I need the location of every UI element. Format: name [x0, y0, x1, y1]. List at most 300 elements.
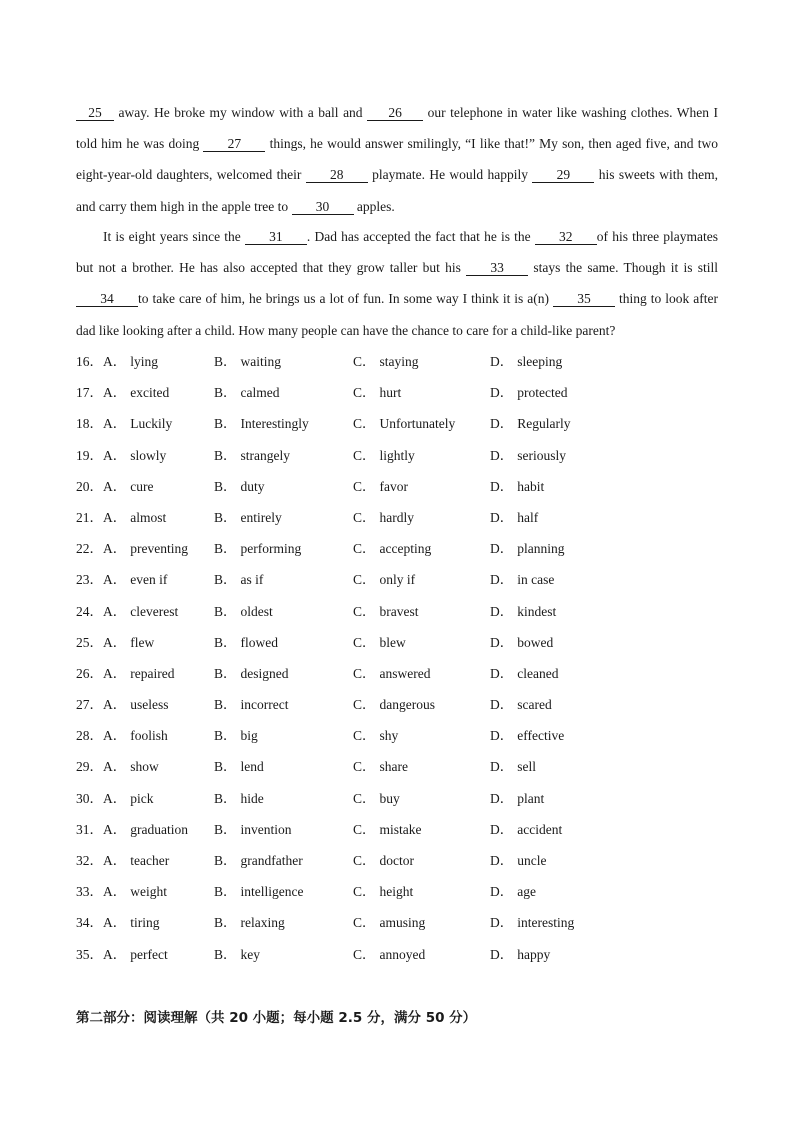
- option-text: Unfortunately: [379, 416, 456, 432]
- option-c[interactable]: [353, 939, 425, 970]
- blank-28: 28: [306, 167, 368, 183]
- blank-26: 26: [367, 105, 423, 121]
- option-text: kindest: [517, 603, 557, 619]
- question-row: [76, 783, 736, 814]
- option-letter: C．: [353, 884, 376, 900]
- option-text: share: [379, 759, 408, 775]
- option-letter: B．: [214, 697, 237, 713]
- option-text: hurt: [379, 385, 402, 401]
- option-text: excited: [130, 385, 170, 401]
- option-letter: C．: [353, 915, 376, 931]
- passage-paragraph-1: [76, 97, 718, 222]
- question-number: 18．: [76, 416, 103, 432]
- option-d[interactable]: [490, 876, 536, 907]
- option-text: almost: [130, 509, 167, 525]
- option-letter: A．: [103, 884, 127, 900]
- option-letter: A．: [103, 728, 127, 744]
- option-letter: C．: [353, 447, 376, 463]
- question-number: 28．: [76, 728, 103, 744]
- option-c[interactable]: [353, 689, 435, 720]
- question-row: [76, 533, 736, 564]
- option-text: show: [130, 759, 159, 775]
- blank-33: 33: [466, 260, 528, 276]
- passage-text: thing to look after dad like looking after a child. How many people can have the chance to care for a child-like parent?: [76, 291, 719, 338]
- option-letter: A．: [103, 759, 127, 775]
- question-row: [76, 408, 736, 439]
- option-letter: C．: [353, 385, 376, 401]
- option-letter: A．: [103, 572, 127, 588]
- option-letter: A．: [103, 665, 127, 681]
- option-a[interactable]: [76, 720, 168, 751]
- option-letter: A．: [103, 385, 127, 401]
- option-letter: A．: [103, 790, 127, 806]
- option-text: hide: [240, 790, 264, 806]
- option-letter: D．: [490, 478, 514, 494]
- option-text: amusing: [379, 915, 426, 931]
- question-row: [76, 720, 736, 751]
- option-letter: D．: [490, 634, 514, 650]
- option-d[interactable]: [490, 502, 538, 533]
- question-row: [76, 907, 736, 938]
- option-a[interactable]: [76, 845, 169, 876]
- option-letter: C．: [353, 821, 376, 837]
- blank-31: 31: [245, 229, 307, 245]
- option-text: perfect: [130, 946, 168, 962]
- option-letter: D．: [490, 665, 514, 681]
- blank-27: 27: [203, 136, 265, 152]
- option-text: entirely: [240, 509, 282, 525]
- blank-29: 29: [532, 167, 594, 183]
- answer-options-list: [76, 346, 736, 970]
- option-text: shy: [379, 728, 399, 744]
- option-d[interactable]: [490, 346, 562, 377]
- option-text: big: [240, 728, 258, 744]
- option-text: graduation: [130, 821, 188, 837]
- passage-text: his sweets with them, and carry them high in the apple tree to: [76, 167, 718, 214]
- option-letter: D．: [490, 697, 514, 713]
- option-letter: C．: [353, 603, 376, 619]
- option-text: Interestingly: [240, 416, 309, 432]
- option-text: cleaned: [517, 665, 559, 681]
- option-text: lying: [130, 354, 159, 369]
- option-text: only if: [379, 572, 416, 588]
- option-text: invention: [240, 821, 292, 837]
- option-letter: C．: [353, 478, 376, 494]
- option-b[interactable]: [214, 939, 260, 970]
- question-row: [76, 564, 736, 595]
- option-text: foolish: [130, 728, 168, 744]
- option-c[interactable]: [353, 876, 413, 907]
- option-text: teacher: [130, 853, 170, 868]
- option-b[interactable]: [214, 627, 278, 658]
- option-text: pick: [130, 790, 154, 806]
- option-a[interactable]: [76, 814, 188, 845]
- question-row: [76, 346, 736, 377]
- option-text: Regularly: [517, 416, 571, 432]
- option-text: lightly: [379, 447, 415, 463]
- option-c[interactable]: [353, 533, 431, 564]
- option-c[interactable]: [353, 627, 406, 658]
- option-d[interactable]: [490, 907, 574, 938]
- option-b[interactable]: [214, 346, 281, 377]
- option-a[interactable]: [76, 533, 188, 564]
- question-number: 35．: [76, 946, 103, 962]
- option-letter: D．: [490, 946, 514, 962]
- option-text: favor: [379, 478, 408, 494]
- option-text: uncle: [517, 853, 547, 868]
- option-text: happy: [517, 946, 551, 962]
- option-a[interactable]: [76, 783, 154, 814]
- option-letter: C．: [353, 416, 376, 432]
- option-b[interactable]: [214, 845, 303, 876]
- option-letter: C．: [353, 634, 376, 650]
- option-letter: B．: [214, 728, 237, 744]
- option-text: bowed: [517, 634, 554, 650]
- question-number: 19．: [76, 447, 103, 463]
- option-letter: A．: [103, 853, 127, 868]
- option-letter: B．: [214, 759, 237, 775]
- option-text: half: [517, 509, 539, 525]
- option-a[interactable]: [76, 627, 154, 658]
- option-text: seriously: [517, 447, 566, 463]
- option-letter: A．: [103, 634, 127, 650]
- option-letter: D．: [490, 541, 514, 557]
- question-number: 33．: [76, 884, 103, 900]
- option-text: sell: [517, 759, 536, 775]
- option-a[interactable]: [76, 907, 160, 938]
- option-a[interactable]: [76, 876, 167, 907]
- passage-text: playmate. He would happily: [367, 167, 533, 183]
- option-letter: C．: [353, 853, 376, 868]
- option-letter: D．: [490, 603, 514, 619]
- option-d[interactable]: [490, 564, 554, 595]
- option-text: slowly: [130, 447, 167, 463]
- question-number: 17．: [76, 385, 103, 401]
- option-text: in case: [517, 572, 555, 588]
- option-letter: B．: [214, 853, 237, 868]
- option-text: bravest: [379, 603, 419, 619]
- passage-text: It is eight years since the: [103, 229, 245, 244]
- option-text: grandfather: [240, 853, 303, 868]
- option-letter: D．: [490, 884, 514, 900]
- option-b[interactable]: [214, 596, 273, 627]
- option-letter: B．: [214, 946, 237, 962]
- question-number: 20．: [76, 478, 103, 494]
- question-row: [76, 751, 736, 782]
- option-text: interesting: [517, 915, 575, 931]
- option-text: Luckily: [130, 416, 173, 432]
- option-b[interactable]: [214, 876, 304, 907]
- option-letter: D．: [490, 416, 514, 432]
- option-c[interactable]: [353, 471, 408, 502]
- option-c[interactable]: [353, 783, 400, 814]
- option-text: staying: [379, 354, 419, 369]
- option-letter: B．: [214, 790, 237, 806]
- option-text: useless: [130, 697, 169, 713]
- option-letter: C．: [353, 790, 376, 806]
- option-text: cleverest: [130, 603, 179, 619]
- option-text: designed: [240, 665, 289, 681]
- option-letter: A．: [103, 697, 127, 713]
- question-number: 21．: [76, 509, 103, 525]
- blank-32: 32: [535, 229, 597, 245]
- option-a[interactable]: [76, 346, 158, 377]
- option-b[interactable]: [214, 720, 258, 751]
- option-b[interactable]: [214, 689, 288, 720]
- option-letter: A．: [103, 416, 127, 432]
- option-a[interactable]: [76, 689, 169, 720]
- option-letter: D．: [490, 821, 514, 837]
- option-text: duty: [240, 478, 265, 494]
- option-text: dangerous: [379, 697, 435, 713]
- option-letter: D．: [490, 790, 514, 806]
- option-a[interactable]: [76, 596, 178, 627]
- option-text: height: [379, 884, 414, 900]
- question-row: [76, 440, 736, 471]
- option-c[interactable]: [353, 907, 425, 938]
- option-c[interactable]: [353, 751, 408, 782]
- question-row: [76, 876, 736, 907]
- option-c[interactable]: [353, 658, 431, 689]
- question-row: [76, 814, 736, 845]
- option-letter: C．: [353, 697, 376, 713]
- question-row: [76, 377, 736, 408]
- option-letter: B．: [214, 884, 237, 900]
- option-text: accepting: [379, 541, 432, 557]
- option-letter: A．: [103, 478, 127, 494]
- option-d[interactable]: [490, 720, 564, 751]
- option-letter: D．: [490, 853, 514, 868]
- option-letter: A．: [103, 509, 127, 525]
- option-letter: C．: [353, 946, 376, 962]
- option-letter: C．: [353, 572, 376, 588]
- option-d[interactable]: [490, 814, 562, 845]
- option-text: effective: [517, 728, 565, 744]
- question-number: 32．: [76, 853, 103, 868]
- option-a[interactable]: [76, 471, 153, 502]
- blank-30: 30: [292, 199, 354, 215]
- option-text: sleeping: [517, 354, 563, 369]
- option-letter: B．: [214, 634, 237, 650]
- option-c[interactable]: [353, 564, 415, 595]
- passage-paragraph-2: [76, 221, 718, 346]
- option-text: weight: [130, 884, 167, 900]
- option-a[interactable]: [76, 751, 159, 782]
- option-d[interactable]: [490, 658, 558, 689]
- option-text: flew: [130, 634, 155, 650]
- option-d[interactable]: [490, 471, 544, 502]
- question-row: [76, 658, 736, 689]
- option-b[interactable]: [214, 377, 280, 408]
- option-letter: A．: [103, 354, 127, 369]
- passage-text: apples.: [353, 198, 395, 214]
- option-letter: B．: [214, 665, 237, 681]
- option-letter: B．: [214, 509, 237, 525]
- question-row: [76, 596, 736, 627]
- option-c[interactable]: [353, 346, 419, 377]
- option-text: key: [240, 946, 261, 962]
- option-text: accident: [517, 821, 563, 837]
- option-letter: B．: [214, 385, 237, 401]
- option-a[interactable]: [76, 658, 174, 689]
- option-letter: C．: [353, 354, 376, 369]
- option-letter: D．: [490, 915, 514, 931]
- option-text: tiring: [130, 915, 160, 931]
- option-text: doctor: [379, 853, 415, 868]
- passage-text: our telephone in water like washing clothes. When I told him he was doing: [76, 105, 718, 152]
- passage-text: to take care of him, he brings us a lot of fun. In some way I think it is a(n): [138, 291, 554, 307]
- option-text: calmed: [240, 385, 280, 401]
- question-number: 26．: [76, 665, 103, 681]
- option-b[interactable]: [214, 440, 290, 471]
- option-c[interactable]: [353, 377, 401, 408]
- question-number: 29．: [76, 759, 103, 775]
- option-d[interactable]: [490, 689, 552, 720]
- option-text: cure: [130, 478, 154, 494]
- option-letter: D．: [490, 728, 514, 744]
- option-a[interactable]: [76, 502, 166, 533]
- section-title: 第二部分：阅读理解（共 20 小题；每小题 2.5 分，满分 50 分）: [76, 1010, 477, 1026]
- option-text: even if: [130, 572, 168, 588]
- option-letter: D．: [490, 354, 514, 369]
- option-text: lend: [240, 759, 264, 775]
- option-d[interactable]: [490, 939, 550, 970]
- option-a[interactable]: [76, 408, 172, 439]
- option-text: planning: [517, 541, 565, 557]
- option-letter: C．: [353, 759, 376, 775]
- option-d[interactable]: [490, 627, 553, 658]
- option-letter: A．: [103, 915, 127, 931]
- option-b[interactable]: [214, 814, 292, 845]
- option-text: waiting: [240, 354, 282, 369]
- option-text: as if: [240, 572, 264, 588]
- blank-25: 25: [76, 105, 114, 121]
- option-b[interactable]: [214, 564, 263, 595]
- option-text: performing: [240, 541, 302, 557]
- option-letter: A．: [103, 946, 127, 962]
- option-letter: B．: [214, 603, 237, 619]
- option-text: habit: [517, 478, 545, 494]
- option-b[interactable]: [214, 533, 301, 564]
- option-b[interactable]: [214, 907, 285, 938]
- option-letter: B．: [214, 478, 237, 494]
- option-text: buy: [379, 790, 400, 806]
- question-number: 31．: [76, 821, 103, 837]
- option-d[interactable]: [490, 783, 544, 814]
- option-text: mistake: [379, 821, 422, 837]
- question-number: 24．: [76, 603, 103, 619]
- option-text: repaired: [130, 665, 175, 681]
- option-d[interactable]: [490, 377, 567, 408]
- option-b[interactable]: [214, 751, 264, 782]
- passage-text: stays the same. Though it is still: [528, 260, 718, 276]
- option-text: relaxing: [240, 915, 285, 931]
- option-text: age: [517, 884, 536, 900]
- option-text: annoyed: [379, 946, 426, 962]
- question-number: 22．: [76, 541, 103, 557]
- option-letter: B．: [214, 541, 237, 557]
- question-row: [76, 627, 736, 658]
- option-text: plant: [517, 790, 545, 806]
- option-b[interactable]: [214, 658, 289, 689]
- option-letter: D．: [490, 509, 514, 525]
- option-a[interactable]: [76, 564, 167, 595]
- option-text: incorrect: [240, 697, 289, 713]
- option-letter: A．: [103, 447, 127, 463]
- question-number: 16．: [76, 354, 103, 369]
- question-row: [76, 845, 736, 876]
- option-letter: D．: [490, 385, 514, 401]
- option-letter: D．: [490, 572, 514, 588]
- question-number: 25．: [76, 634, 103, 650]
- option-letter: B．: [214, 447, 237, 463]
- option-text: answered: [379, 665, 431, 681]
- question-number: 27．: [76, 697, 103, 713]
- option-c[interactable]: [353, 596, 419, 627]
- option-a[interactable]: [76, 939, 168, 970]
- option-letter: B．: [214, 915, 237, 931]
- option-text: strangely: [240, 447, 291, 463]
- option-d[interactable]: [490, 533, 565, 564]
- option-b[interactable]: [214, 471, 265, 502]
- option-b[interactable]: [214, 783, 264, 814]
- question-row: [76, 939, 736, 970]
- option-letter: C．: [353, 728, 376, 744]
- option-a[interactable]: [76, 440, 166, 471]
- question-row: [76, 471, 736, 502]
- option-letter: B．: [214, 572, 237, 588]
- option-c[interactable]: [353, 502, 414, 533]
- option-letter: A．: [103, 541, 127, 557]
- option-letter: D．: [490, 447, 514, 463]
- passage-text: . Dad has accepted the fact that he is the: [306, 229, 535, 244]
- option-c[interactable]: [353, 408, 455, 439]
- passage-text: of his three playmates but not a brother. He has also accepted that they grow taller but his: [76, 229, 718, 276]
- option-text: hardly: [379, 509, 415, 525]
- option-d[interactable]: [490, 845, 547, 876]
- option-text: flowed: [240, 634, 279, 650]
- question-number: 23．: [76, 572, 103, 588]
- option-d[interactable]: [490, 408, 571, 439]
- question-row: [76, 689, 736, 720]
- option-letter: C．: [353, 541, 376, 557]
- option-text: oldest: [240, 603, 273, 619]
- option-b[interactable]: [214, 502, 282, 533]
- option-letter: B．: [214, 821, 237, 837]
- option-letter: B．: [214, 416, 237, 432]
- question-number: 34．: [76, 915, 103, 931]
- option-c[interactable]: [353, 720, 398, 751]
- option-c[interactable]: [353, 845, 414, 876]
- option-c[interactable]: [353, 814, 422, 845]
- option-letter: A．: [103, 603, 127, 619]
- option-c[interactable]: [353, 440, 415, 471]
- option-d[interactable]: [490, 596, 556, 627]
- question-row: [76, 502, 736, 533]
- blank-35: 35: [553, 291, 615, 307]
- question-number: 30．: [76, 790, 103, 806]
- option-letter: D．: [490, 759, 514, 775]
- option-text: protected: [517, 385, 568, 401]
- option-text: preventing: [130, 541, 188, 557]
- passage-text: things, he would answer smilingly, “I like that!” My son, then aged five, and two eight-year-old daughters, welcomed their: [76, 136, 718, 183]
- option-d[interactable]: [490, 440, 566, 471]
- option-d[interactable]: [490, 751, 536, 782]
- blank-34: 34: [76, 291, 138, 307]
- option-b[interactable]: [214, 408, 309, 439]
- option-text: blew: [379, 634, 406, 650]
- option-a[interactable]: [76, 377, 169, 408]
